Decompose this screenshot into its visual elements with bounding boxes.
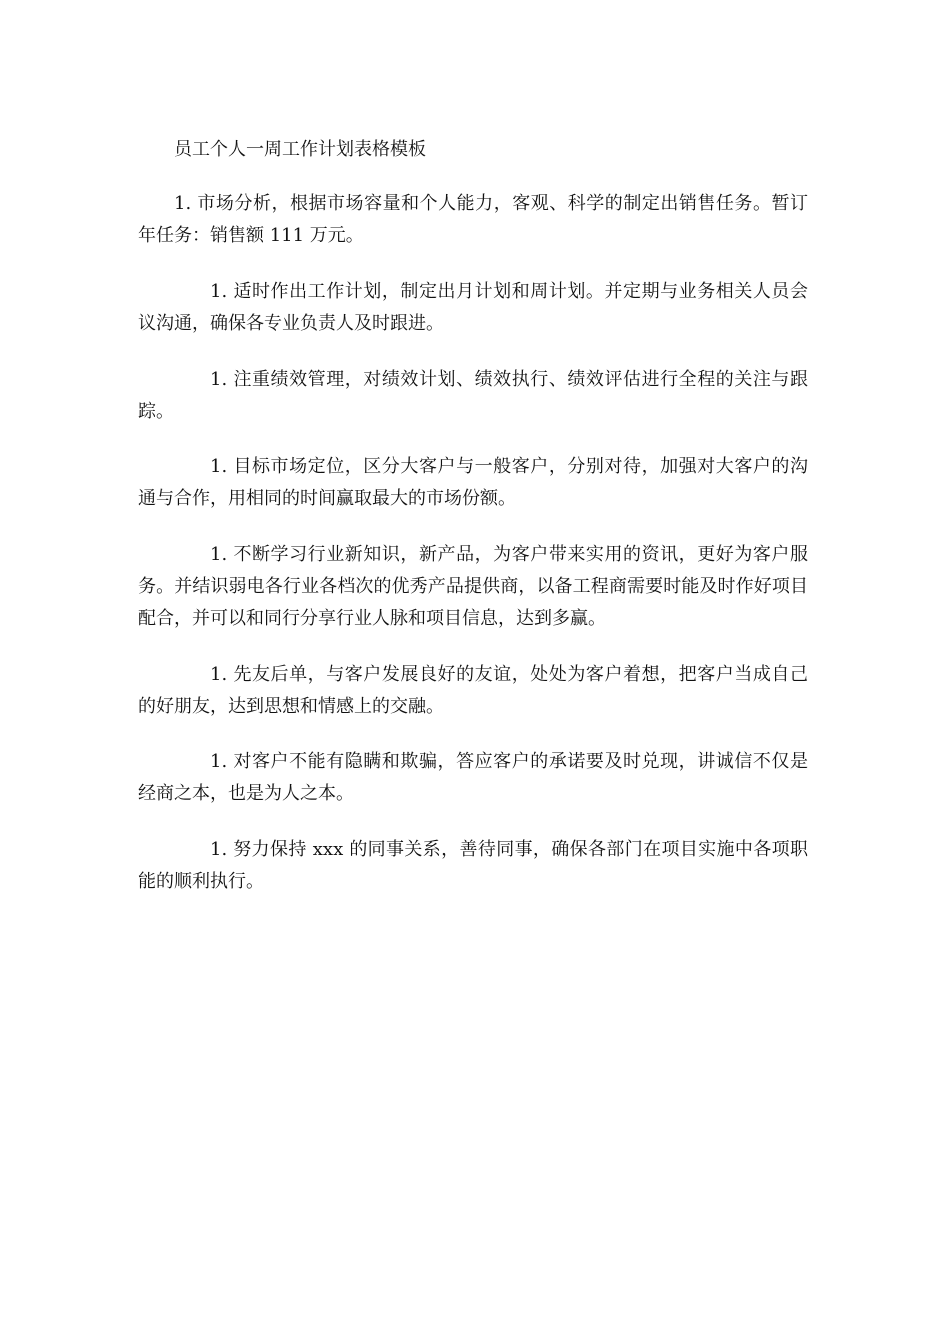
paragraph-work-plan: 1. 适时作出工作计划，制定出月计划和周计划。并定期与业务相关人员会议沟通，确保各专业负责人及时跟进。: [138, 281, 808, 334]
document-title: 员工个人一周工作计划表格模板: [174, 139, 426, 160]
paragraph-integrity: 1. 对客户不能有隐瞒和欺骗，答应客户的承诺要及时兑现，讲诚信不仅是经商之本，也是为人之本。: [138, 751, 808, 804]
paragraph-friendship-first: 1. 先友后单，与客户发展良好的友谊，处处为客户着想，把客户当成自己的好朋友，达到思想和情感上的交融。: [138, 664, 808, 717]
paragraph-market-analysis: 1. 市场分析，根据市场容量和个人能力，客观、科学的制定出销售任务。暂订年任务：销售额 111 万元。: [138, 193, 808, 246]
paragraph-performance-management: 1. 注重绩效管理，对绩效计划、绩效执行、绩效评估进行全程的关注与跟踪。: [138, 369, 808, 422]
paragraph-continuous-learning: 1. 不断学习行业新知识，新产品，为客户带来实用的资讯，更好为客户服务。并结识弱电各行业各档次的优秀产品提供商，以备工程商需要时能及时作好项目配合，并可以和同行分享行业人脉和项目信息，达到多赢。: [138, 544, 808, 629]
paragraph-colleague-relations: 1. 努力保持 xxx 的同事关系，善待同事，确保各部门在项目实施中各项职能的顺利执行。: [138, 839, 808, 892]
paragraph-target-market: 1. 目标市场定位，区分大客户与一般客户，分别对待，加强对大客户的沟通与合作，用相同的时间赢取最大的市场份额。: [138, 456, 808, 509]
